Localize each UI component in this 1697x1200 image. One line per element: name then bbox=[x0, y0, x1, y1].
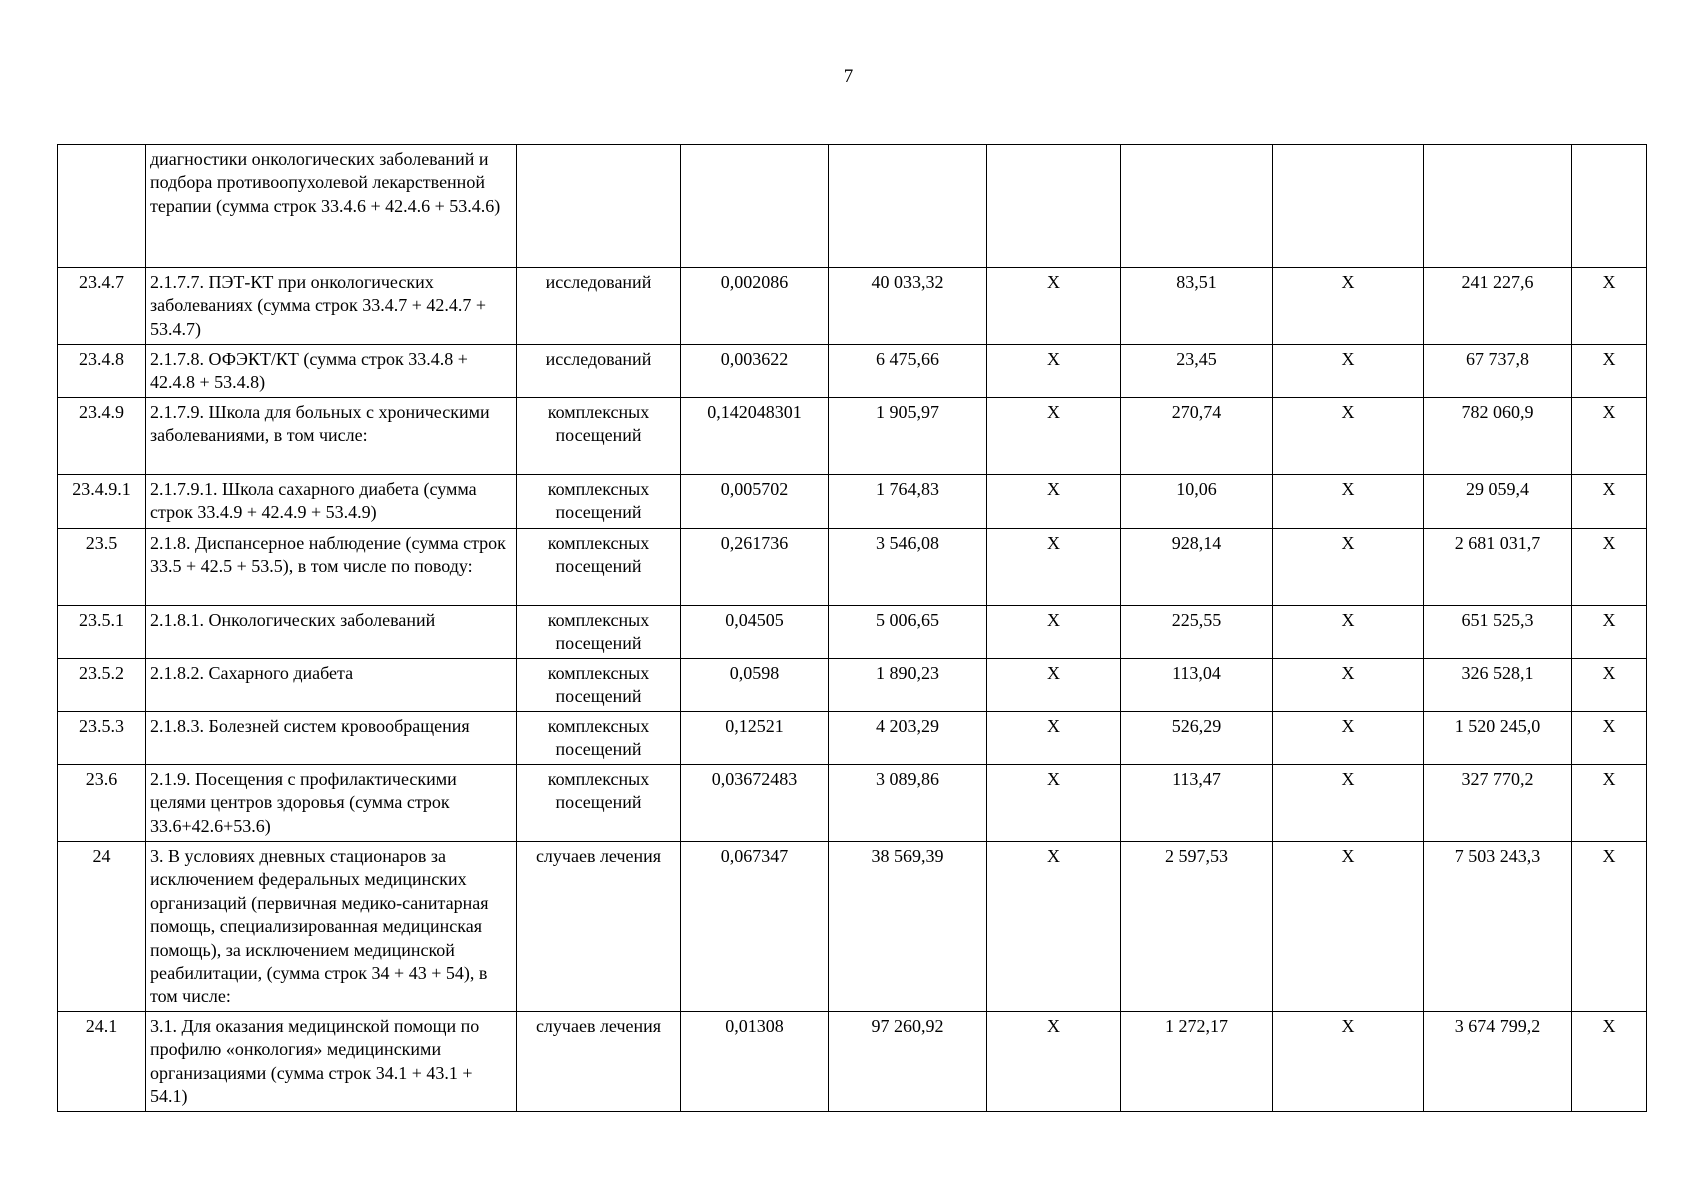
row-unit-cell bbox=[517, 145, 681, 268]
row-percapita-cell: 928,14 bbox=[1121, 529, 1273, 606]
row-percapita-cell: 113,04 bbox=[1121, 659, 1273, 712]
row-total-cell bbox=[1424, 145, 1572, 268]
row-x3-cell: X bbox=[1572, 475, 1647, 529]
row-total-cell: 29 059,4 bbox=[1424, 475, 1572, 529]
row-norm-cell: 0,12521 bbox=[681, 712, 829, 765]
row-number-cell: 23.4.9 bbox=[58, 398, 146, 475]
row-x1-cell: X bbox=[987, 475, 1121, 529]
row-cost-cell: 1 890,23 bbox=[829, 659, 987, 712]
row-name-cell: 3. В условиях дневных стационаров за исключением федеральных медицинских организаций (первичная медико-санитарная помощь, специализированная медицинская помощь), за исключением медицинской реабилитации, (сумма строк 34 + 43 + 54), в том числе: bbox=[146, 842, 517, 1012]
row-norm-cell: 0,002086 bbox=[681, 268, 829, 345]
row-total-cell: 651 525,3 bbox=[1424, 606, 1572, 659]
row-total-cell: 241 227,6 bbox=[1424, 268, 1572, 345]
row-percapita-cell: 113,47 bbox=[1121, 765, 1273, 842]
document-table bbox=[57, 144, 1647, 1112]
row-x2-cell: X bbox=[1273, 1012, 1424, 1112]
row-percapita-cell: 1 272,17 bbox=[1121, 1012, 1273, 1112]
row-unit-cell: комплексных посещений bbox=[517, 765, 681, 842]
table-row bbox=[58, 475, 1647, 529]
row-percapita-cell: 225,55 bbox=[1121, 606, 1273, 659]
row-name-cell: 2.1.7.9. Школа для больных с хроническими заболеваниями, в том числе: bbox=[146, 398, 517, 475]
row-number-cell: 23.5.1 bbox=[58, 606, 146, 659]
row-cost-cell: 6 475,66 bbox=[829, 345, 987, 398]
row-number-cell bbox=[58, 145, 146, 268]
row-norm-cell bbox=[681, 145, 829, 268]
row-unit-cell: комплексных посещений bbox=[517, 659, 681, 712]
row-x3-cell: X bbox=[1572, 345, 1647, 398]
row-x1-cell: X bbox=[987, 345, 1121, 398]
row-x2-cell: X bbox=[1273, 842, 1424, 1012]
row-x2-cell: X bbox=[1273, 398, 1424, 475]
row-x2-cell: X bbox=[1273, 529, 1424, 606]
row-name-cell: 2.1.8.1. Онкологических заболеваний bbox=[146, 606, 517, 659]
table-row bbox=[58, 765, 1647, 842]
row-total-cell: 2 681 031,7 bbox=[1424, 529, 1572, 606]
row-x3-cell: X bbox=[1572, 659, 1647, 712]
row-x1-cell bbox=[987, 145, 1121, 268]
row-unit-cell: случаев лечения bbox=[517, 842, 681, 1012]
table-row bbox=[58, 398, 1647, 475]
row-name-cell: 2.1.7.8. ОФЭКТ/КТ (сумма строк 33.4.8 + 42.4.8 + 53.4.8) bbox=[146, 345, 517, 398]
table-row bbox=[58, 1012, 1647, 1112]
table-row bbox=[58, 659, 1647, 712]
row-percapita-cell: 10,06 bbox=[1121, 475, 1273, 529]
row-norm-cell: 0,142048301 bbox=[681, 398, 829, 475]
row-number-cell: 23.4.8 bbox=[58, 345, 146, 398]
row-total-cell: 7 503 243,3 bbox=[1424, 842, 1572, 1012]
row-number-cell: 23.5 bbox=[58, 529, 146, 606]
row-x3-cell bbox=[1572, 145, 1647, 268]
row-x2-cell: X bbox=[1273, 659, 1424, 712]
row-norm-cell: 0,005702 bbox=[681, 475, 829, 529]
row-norm-cell: 0,003622 bbox=[681, 345, 829, 398]
row-x3-cell: X bbox=[1572, 712, 1647, 765]
row-x3-cell: X bbox=[1572, 842, 1647, 1012]
row-x1-cell: X bbox=[987, 1012, 1121, 1112]
row-x2-cell: X bbox=[1273, 475, 1424, 529]
row-x1-cell: X bbox=[987, 398, 1121, 475]
table-row bbox=[58, 842, 1647, 1012]
row-x2-cell: X bbox=[1273, 712, 1424, 765]
row-norm-cell: 0,067347 bbox=[681, 842, 829, 1012]
row-cost-cell: 1 764,83 bbox=[829, 475, 987, 529]
page-number: 7 bbox=[843, 66, 854, 87]
row-x2-cell: X bbox=[1273, 268, 1424, 345]
row-total-cell: 1 520 245,0 bbox=[1424, 712, 1572, 765]
row-percapita-cell: 83,51 bbox=[1121, 268, 1273, 345]
row-cost-cell: 1 905,97 bbox=[829, 398, 987, 475]
row-total-cell: 3 674 799,2 bbox=[1424, 1012, 1572, 1112]
row-norm-cell: 0,0598 bbox=[681, 659, 829, 712]
row-x2-cell: X bbox=[1273, 765, 1424, 842]
row-x1-cell: X bbox=[987, 712, 1121, 765]
row-x1-cell: X bbox=[987, 842, 1121, 1012]
row-number-cell: 24 bbox=[58, 842, 146, 1012]
row-x3-cell: X bbox=[1572, 765, 1647, 842]
row-x2-cell: X bbox=[1273, 606, 1424, 659]
row-number-cell: 23.5.3 bbox=[58, 712, 146, 765]
row-total-cell: 782 060,9 bbox=[1424, 398, 1572, 475]
row-x3-cell: X bbox=[1572, 268, 1647, 345]
row-unit-cell: случаев лечения bbox=[517, 1012, 681, 1112]
table-row bbox=[58, 345, 1647, 398]
row-total-cell: 326 528,1 bbox=[1424, 659, 1572, 712]
row-x1-cell: X bbox=[987, 529, 1121, 606]
row-name-cell: 2.1.7.7. ПЭТ-КТ при онкологических заболеваниях (сумма строк 33.4.7 + 42.4.7 + 53.4.7) bbox=[146, 268, 517, 345]
row-name-cell: 2.1.8.2. Сахарного диабета bbox=[146, 659, 517, 712]
row-unit-cell: комплексных посещений bbox=[517, 606, 681, 659]
row-cost-cell: 3 546,08 bbox=[829, 529, 987, 606]
row-number-cell: 24.1 bbox=[58, 1012, 146, 1112]
row-unit-cell: исследований bbox=[517, 268, 681, 345]
row-number-cell: 23.4.9.1 bbox=[58, 475, 146, 529]
row-x2-cell bbox=[1273, 145, 1424, 268]
row-unit-cell: исследований bbox=[517, 345, 681, 398]
row-x3-cell: X bbox=[1572, 398, 1647, 475]
row-name-cell: 2.1.8.3. Болезней систем кровообращения bbox=[146, 712, 517, 765]
row-name-cell: диагностики онкологических заболеваний и подбора противоопухолевой лекарственной терапии (сумма строк 33.4.6 + 42.4.6 + 53.4.6) bbox=[146, 145, 517, 268]
row-unit-cell: комплексных посещений bbox=[517, 398, 681, 475]
row-x3-cell: X bbox=[1572, 606, 1647, 659]
row-x1-cell: X bbox=[987, 268, 1121, 345]
row-cost-cell bbox=[829, 145, 987, 268]
row-norm-cell: 0,261736 bbox=[681, 529, 829, 606]
row-cost-cell: 97 260,92 bbox=[829, 1012, 987, 1112]
table-row bbox=[58, 606, 1647, 659]
row-x3-cell: X bbox=[1572, 1012, 1647, 1112]
row-name-cell: 2.1.9. Посещения с профилактическими целями центров здоровья (сумма строк 33.6+42.6+53.6) bbox=[146, 765, 517, 842]
table-row bbox=[58, 712, 1647, 765]
row-name-cell: 2.1.7.9.1. Школа сахарного диабета (сумма строк 33.4.9 + 42.4.9 + 53.4.9) bbox=[146, 475, 517, 529]
row-cost-cell: 40 033,32 bbox=[829, 268, 987, 345]
row-percapita-cell: 2 597,53 bbox=[1121, 842, 1273, 1012]
row-number-cell: 23.6 bbox=[58, 765, 146, 842]
row-unit-cell: комплексных посещений bbox=[517, 529, 681, 606]
row-unit-cell: комплексных посещений bbox=[517, 475, 681, 529]
row-norm-cell: 0,03672483 bbox=[681, 765, 829, 842]
row-percapita-cell: 526,29 bbox=[1121, 712, 1273, 765]
row-number-cell: 23.5.2 bbox=[58, 659, 146, 712]
row-name-cell: 2.1.8. Диспансерное наблюдение (сумма строк 33.5 + 42.5 + 53.5), в том числе по поводу: bbox=[146, 529, 517, 606]
row-x1-cell: X bbox=[987, 659, 1121, 712]
table-row bbox=[58, 268, 1647, 345]
row-x3-cell: X bbox=[1572, 529, 1647, 606]
table-body bbox=[58, 145, 1647, 1112]
row-cost-cell: 38 569,39 bbox=[829, 842, 987, 1012]
row-total-cell: 67 737,8 bbox=[1424, 345, 1572, 398]
row-x2-cell: X bbox=[1273, 345, 1424, 398]
row-norm-cell: 0,01308 bbox=[681, 1012, 829, 1112]
table-row bbox=[58, 529, 1647, 606]
table-row bbox=[58, 145, 1647, 268]
row-x1-cell: X bbox=[987, 606, 1121, 659]
row-norm-cell: 0,04505 bbox=[681, 606, 829, 659]
row-cost-cell: 4 203,29 bbox=[829, 712, 987, 765]
row-percapita-cell: 23,45 bbox=[1121, 345, 1273, 398]
row-number-cell: 23.4.7 bbox=[58, 268, 146, 345]
row-cost-cell: 5 006,65 bbox=[829, 606, 987, 659]
row-name-cell: 3.1. Для оказания медицинской помощи по профилю «онкология» медицинскими организациями (сумма строк 34.1 + 43.1 + 54.1) bbox=[146, 1012, 517, 1112]
row-unit-cell: комплексных посещений bbox=[517, 712, 681, 765]
row-total-cell: 327 770,2 bbox=[1424, 765, 1572, 842]
row-percapita-cell: 270,74 bbox=[1121, 398, 1273, 475]
row-percapita-cell bbox=[1121, 145, 1273, 268]
row-x1-cell: X bbox=[987, 765, 1121, 842]
row-cost-cell: 3 089,86 bbox=[829, 765, 987, 842]
